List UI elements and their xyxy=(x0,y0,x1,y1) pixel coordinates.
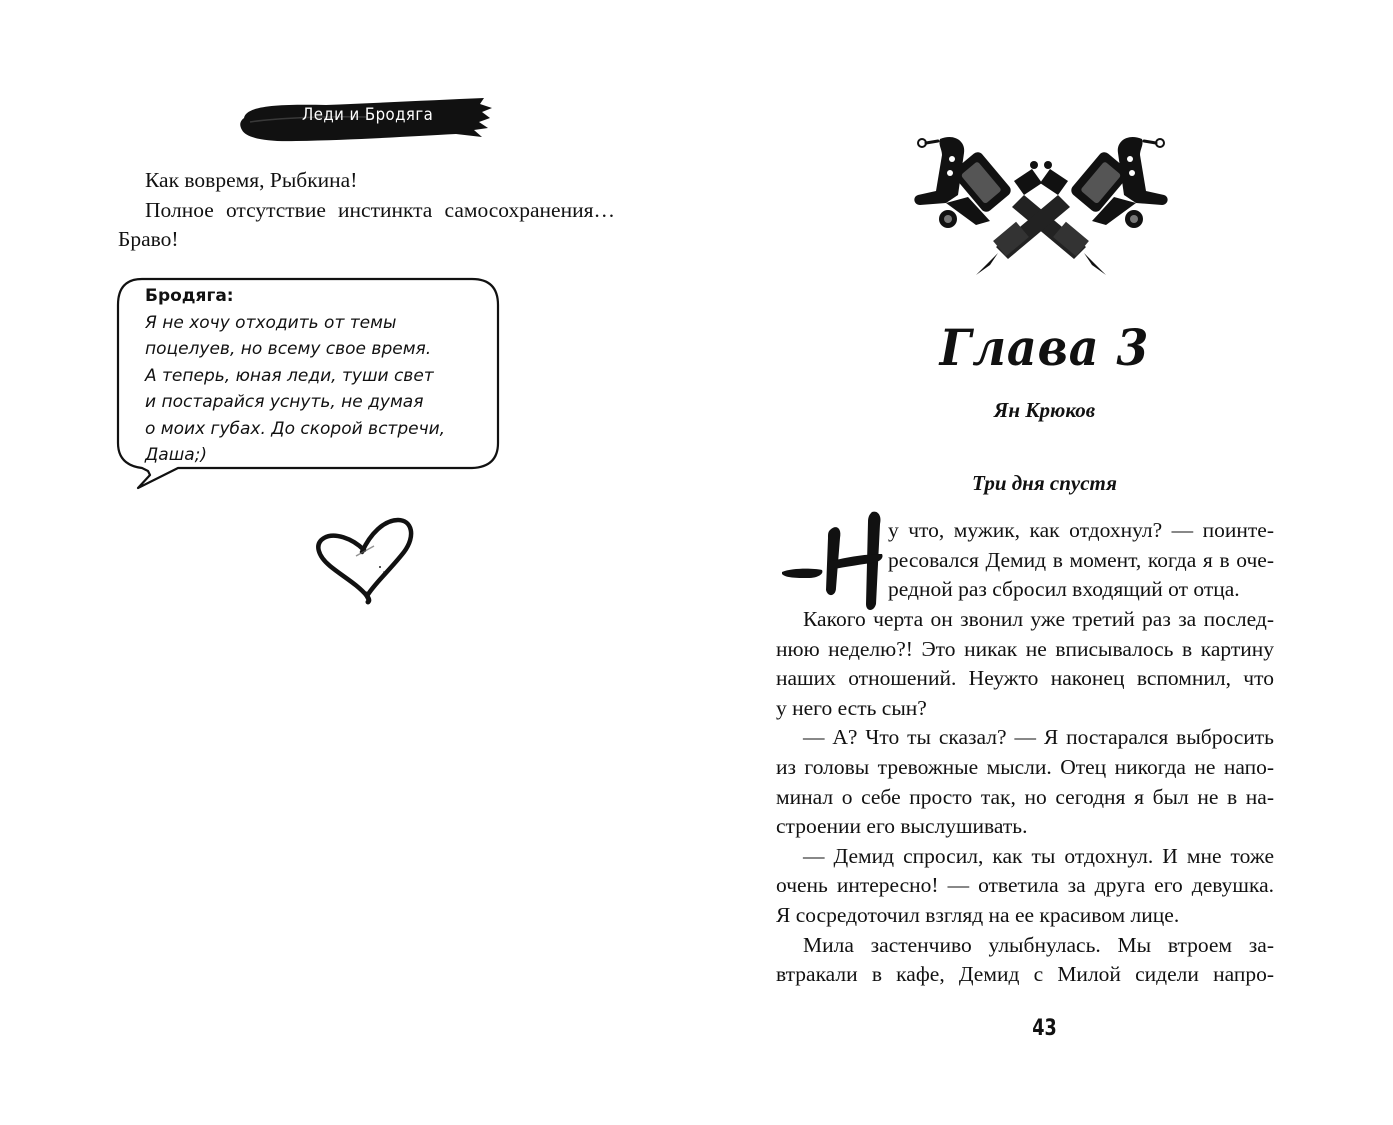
page-number: 43 xyxy=(1032,1016,1057,1041)
paragraph-line: минал о себе просто так, но сегодня я был не в на- xyxy=(776,784,1274,809)
chat-line: о моих губах. До скорой встречи, xyxy=(145,418,446,439)
paragraph-line: ресовался Демид в момент, когда я в оче- xyxy=(888,547,1274,572)
paragraph-line: втракали в кафе, Демид с Милой сидели напро- xyxy=(776,962,1274,987)
chapter-title: Глава 3 xyxy=(939,318,1150,377)
paragraph-line: — Демид спросил, как ты отдохнул. И мне тоже xyxy=(803,843,1274,868)
drop-cap xyxy=(778,508,888,613)
right-page xyxy=(696,0,1393,1125)
chat-bubble xyxy=(110,275,510,495)
paragraph-line: у что, мужик, как отдохнул? — поинте- xyxy=(888,518,1274,542)
chat-line: Я не хочу отходить от темы xyxy=(145,312,397,333)
chat-line: и постарайся уснуть, не думая xyxy=(145,392,424,412)
paragraph-line: — А? Что ты сказал? — Я постарался выбросить xyxy=(803,725,1274,750)
paragraph-line: строении его выслушивать. xyxy=(776,814,1028,839)
paragraph-line: Я сосредоточил взгляд на ее красивом лице. xyxy=(776,902,1180,927)
paragraph-line: наших отношений. Неужто наконец вспомнил, что xyxy=(776,666,1274,691)
paragraph-line: нюю неделю?! Это никак не вписывалось в картину xyxy=(776,636,1274,661)
heart-icon xyxy=(312,512,422,607)
drop-cap-letter-icon xyxy=(778,508,888,613)
paragraph-line: редной раз сбросил входящий от отца. xyxy=(888,577,1240,602)
chat-bubble-content xyxy=(145,283,495,469)
paragraph-line: Какого черта он звонил уже третий раз за послед- xyxy=(803,607,1274,631)
paragraph-line: Мила застенчиво улыбнулась. Мы втроем за- xyxy=(803,932,1274,957)
chat-line: Даша;) xyxy=(145,445,208,465)
right-body-text xyxy=(776,605,1274,990)
first-paragraph xyxy=(888,516,1274,605)
running-header-title: Леди и Бродяга xyxy=(302,105,434,125)
left-page xyxy=(0,0,696,1125)
chapter-author: Ян Крюков xyxy=(993,398,1096,422)
chapter-subtitle: Три дня спустя xyxy=(972,471,1117,495)
paragraph-line: Браво! xyxy=(118,227,179,252)
crossed-tattoo-machines-icon xyxy=(906,125,1176,285)
chat-line: А теперь, юная леди, туши свет xyxy=(145,365,434,386)
paragraph-line: из головы тревожные мысли. Отец никогда не напо- xyxy=(776,754,1274,779)
left-body-text xyxy=(118,166,615,255)
chat-line: поцелуев, но всему свое время. xyxy=(145,339,432,359)
paragraph-line: у него есть сын? xyxy=(776,695,927,720)
paragraph-line: Полное отсутствие инстинкта самосохранения… xyxy=(145,197,615,222)
running-header xyxy=(236,96,494,144)
paragraph-line: очень интересно! — ответила за друга его девушка. xyxy=(776,873,1274,898)
chat-speaker: Бродяга: xyxy=(145,286,234,306)
paragraph: Как вовремя, Рыбкина! xyxy=(145,168,358,192)
